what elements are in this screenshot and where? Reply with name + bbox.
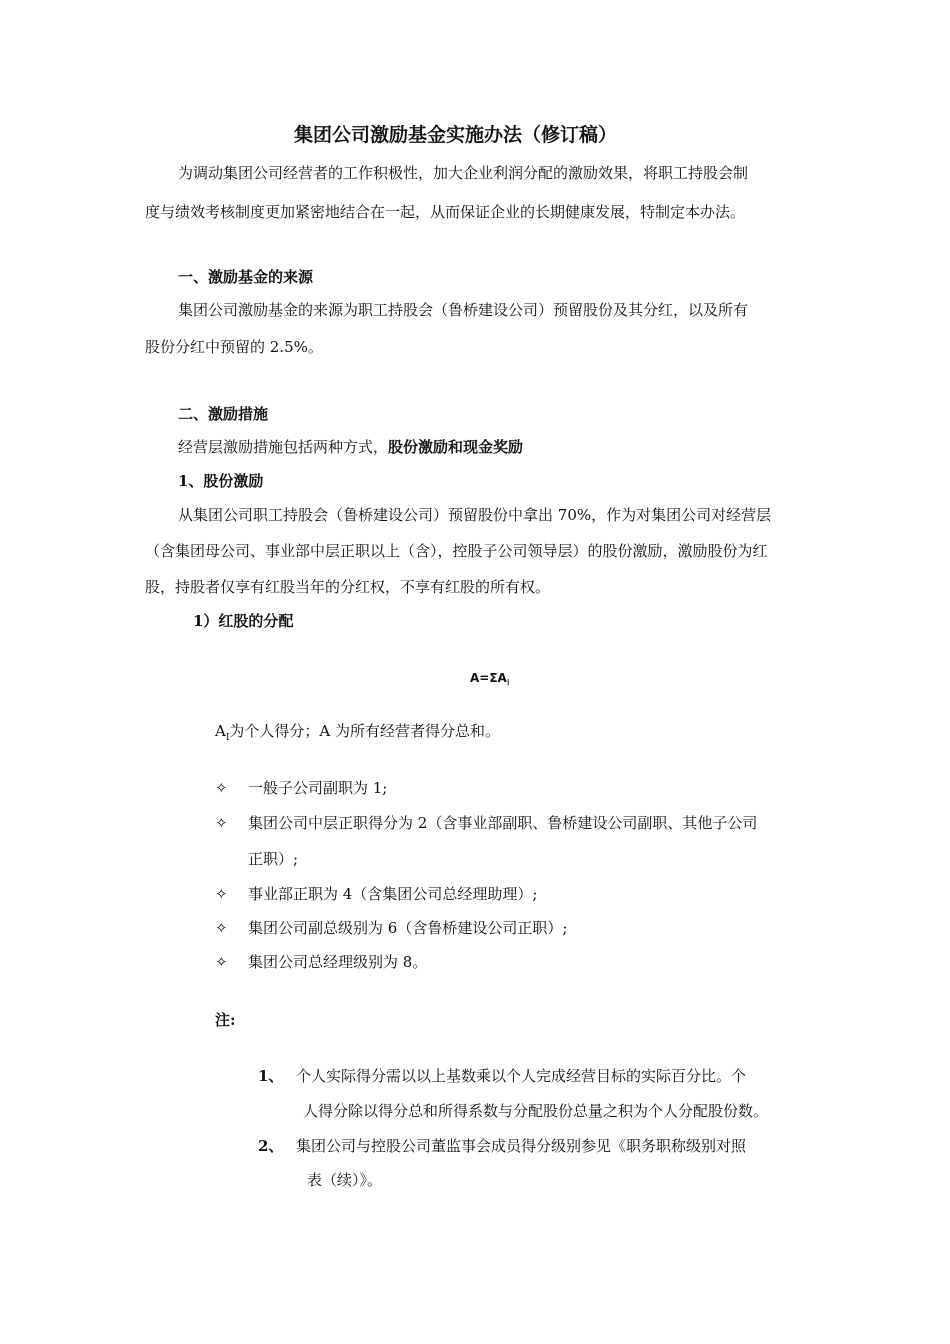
diamond-bullet-icon: ✧ — [215, 919, 228, 937]
note-1-number: 1、 — [258, 1067, 284, 1085]
subsection1-line-2: （含集团母公司、事业部中层正职以上（含），控股子公司领导层）的股份激励，激励股份为红 — [145, 542, 768, 560]
section2-heading: 二、激励措施 — [178, 405, 269, 423]
bullet-2-line-2: 正职）; — [248, 850, 299, 868]
section1-line-2: 股份分红中预留的 2.5%。 — [145, 338, 323, 356]
subsection1-line-3: 股，持股者仅享有红股当年的分红权，不享有红股的所有权。 — [145, 578, 551, 596]
bullet-1: 一般子公司副职为 1; — [248, 779, 388, 797]
def-subscript: I — [225, 733, 230, 743]
section1-heading: 一、激励基金的来源 — [178, 268, 314, 286]
diamond-bullet-icon: ✧ — [215, 779, 228, 797]
bullet-2-line-1: 集团公司中层正职得分为 2（含事业部副职、鲁桥建设公司副职、其他子公司 — [248, 814, 758, 832]
note-2-line-1: 集团公司与控股公司董监事会成员得分级别参见《职务职称级别对照 — [296, 1137, 747, 1155]
formula — [470, 668, 509, 693]
diamond-bullet-icon: ✧ — [215, 953, 228, 971]
diamond-bullet-icon: ✧ — [215, 814, 228, 832]
bullet-3: 事业部正职为 4（含集团公司总经理助理）; — [248, 885, 538, 903]
intro-line-1: 为调动集团公司经营者的工作积极性，加大企业利润分配的激励效果，将职工持股会制 — [178, 164, 749, 182]
document-title: 集团公司激励基金实施办法（修订稿） — [294, 124, 618, 146]
intro-line-2: 度与绩效考核制度更加紧密地结合在一起，从而保证企业的长期健康发展，特制定本办法。 — [145, 203, 746, 221]
note-1-line-1: 个人实际得分需以以上基数乘以个人完成经营目标的实际百分比。个 — [296, 1067, 747, 1085]
section1-line-1: 集团公司激励基金的来源为职工持股会（鲁桥建设公司）预留股份及其分红，以及所有 — [178, 301, 749, 319]
note-1-line-2: 人得分除以得分总和所得系数与分配股份总量之积为个人分配股份数。 — [303, 1102, 769, 1120]
section2-intro-bold: 股份激励和现金奖励 — [388, 438, 524, 456]
section2-intro — [178, 437, 523, 457]
subsection1-line-1: 从集团公司职工持股会（鲁桥建设公司）预留股份中拿出 70%，作为对集团公司对经营层 — [178, 506, 772, 524]
formula-subscript: I — [506, 678, 510, 689]
definition-line — [215, 721, 500, 748]
bullet-5: 集团公司总经理级别为 8。 — [248, 953, 428, 971]
note-2-line-2: 表（续）》。 — [307, 1171, 383, 1189]
subsection1-heading: 1、股份激励 — [178, 472, 264, 490]
def-symbol: A — [215, 722, 226, 740]
note-2-number: 2、 — [258, 1137, 284, 1155]
bullet-4: 集团公司副总级别为 6（含鲁桥建设公司正职）; — [248, 919, 568, 937]
item1-heading: 1）红股的分配 — [193, 612, 294, 630]
def-text: 为个人得分；A 为所有经营者得分总和。 — [229, 722, 501, 740]
formula-main: A=ΣA — [470, 671, 507, 685]
section2-intro-plain: 经营层激励措施包括两种方式， — [178, 438, 389, 456]
diamond-bullet-icon: ✧ — [215, 885, 228, 903]
note-label: 注: — [215, 1011, 236, 1029]
